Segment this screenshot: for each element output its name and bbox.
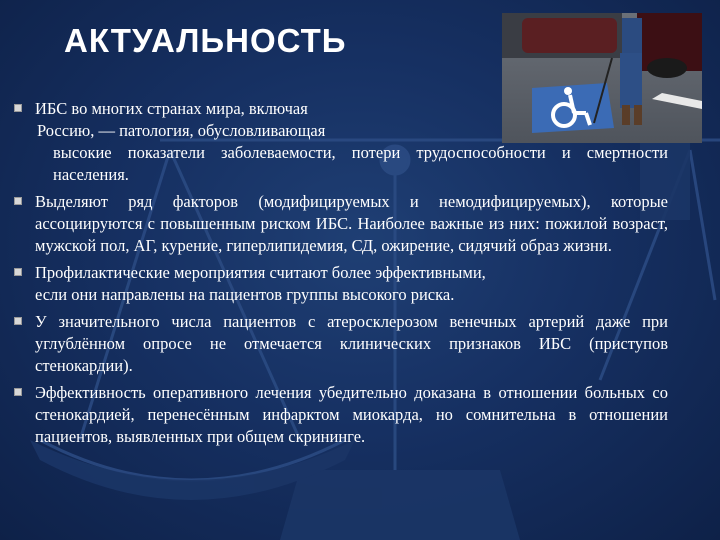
bullet-square-icon <box>14 197 22 205</box>
bullet-square-icon <box>14 388 22 396</box>
bullet-list <box>14 98 668 453</box>
bullet-item <box>14 382 668 448</box>
bullet-square-icon <box>14 317 22 325</box>
bullet-text: Выделяют ряд факторов (модифицируемых и немодифицируемых), которые ассоциируются с повышенным риском ИБС. Наиболее важные из них: пожилой возраст, мужской пол, АГ, курение, гиперлипидемия, СД, ожирение, сидячий образ жизни. <box>35 192 668 255</box>
bullet-item <box>14 191 668 257</box>
bullet-square-icon <box>14 104 22 112</box>
bullet-line: если они направлены на пациентов группы высокого риска. <box>35 285 455 304</box>
bullet-line: Профилактические мероприятия считают более эффективными, <box>35 263 486 282</box>
bullet-line: ИБС во многих странах мира, включая <box>35 99 308 118</box>
bullet-item <box>14 98 668 186</box>
bullet-square-icon <box>14 268 22 276</box>
bullet-item <box>14 311 668 377</box>
bullet-text: Эффективность оперативного лечения убедительно доказана в отношении больных со стенокардией, перенесённым инфарктом миокарда, но сомнительна в отношении пациентов, выявленных при общем скрининге. <box>35 383 668 446</box>
bullet-line: Россию, — патология, обусловливающая <box>37 121 326 140</box>
bullet-item <box>14 262 668 306</box>
slide-title: АКТУАЛЬНОСТЬ <box>64 22 347 59</box>
bullet-text: У значительного числа пациентов с атеросклерозом венечных артерий даже при углублённом опросе не отмечается клинических признаков ИБС (приступов стенокардии). <box>35 312 668 375</box>
bullet-line: высокие показатели заболеваемости, потери трудоспособности и смертности населения. <box>53 143 668 184</box>
